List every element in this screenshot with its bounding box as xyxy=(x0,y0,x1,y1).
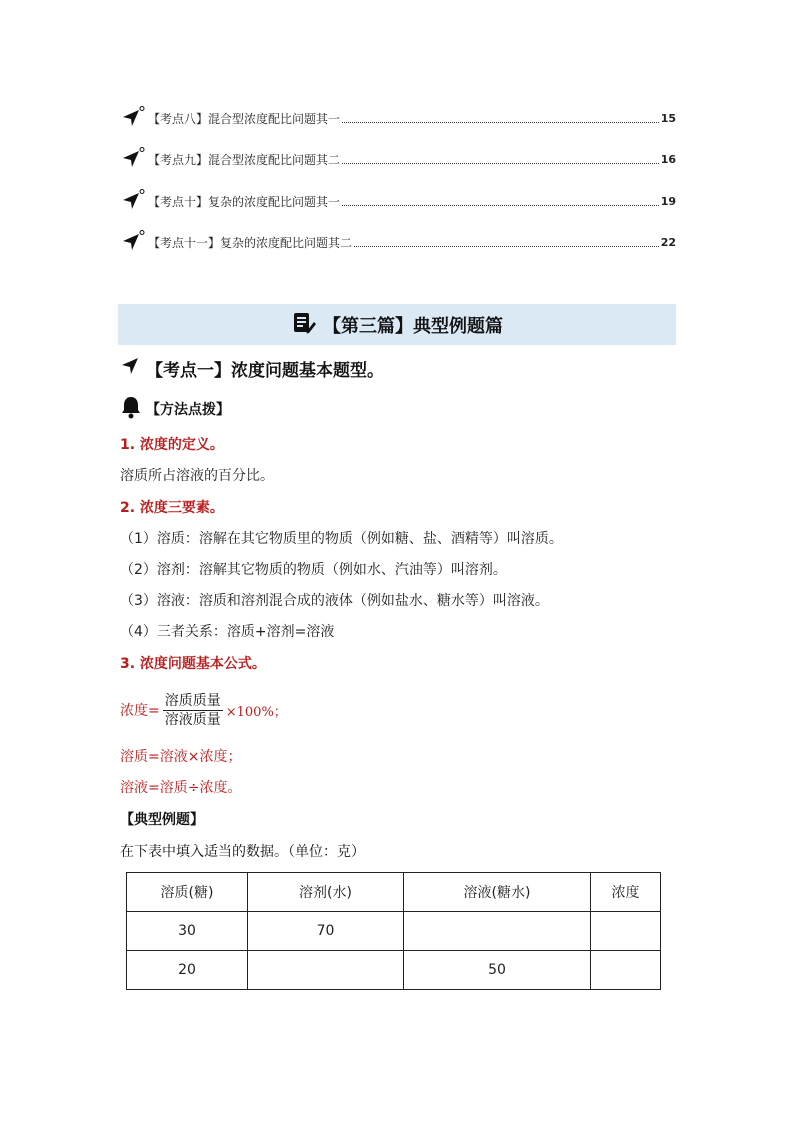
toc-leader-dots xyxy=(342,205,659,206)
toc-entry[interactable] xyxy=(120,229,676,255)
toc-page-number: 16 xyxy=(660,152,676,166)
toc-page-number: 15 xyxy=(660,111,676,125)
toc-leader-dots xyxy=(342,122,659,123)
formula-fraction xyxy=(163,692,223,729)
point-title: 【考点一】浓度问题基本题型。 xyxy=(146,360,384,381)
table-header-cell: 溶质(糖) xyxy=(127,873,248,912)
table-header-cell: 浓度 xyxy=(591,873,661,912)
section-title: 【第三篇】典型例题篇 xyxy=(323,315,503,337)
toc-entry[interactable] xyxy=(120,105,676,131)
table-header-row xyxy=(127,873,661,912)
table-cell: 70 xyxy=(248,912,404,951)
point-heading xyxy=(120,354,384,382)
toc-label: 【考点十】复杂的浓度配比问题其一 xyxy=(148,194,341,209)
table-cell: 50 xyxy=(404,951,591,990)
toc-label: 【考点十一】复杂的浓度配比问题其二 xyxy=(148,235,353,250)
subheading-three-elements: 2. 浓度三要素。 xyxy=(120,500,224,516)
subheading-definition: 1. 浓度的定义。 xyxy=(120,437,224,453)
toc-page-number: 22 xyxy=(660,235,676,249)
toc-label: 【考点九】混合型浓度配比问题其二 xyxy=(148,152,341,167)
method-title: 【方法点拨】 xyxy=(146,402,230,418)
navigation-arrow-icon xyxy=(120,146,146,172)
table-row xyxy=(127,912,661,951)
element-item-relation: （4）三者关系：溶质+溶剂=溶液 xyxy=(120,624,335,640)
element-item-solvent: （2）溶剂：溶解其它物质的物质（例如水、汽油等）叫溶剂。 xyxy=(120,562,507,578)
table-cell[interactable] xyxy=(591,912,661,951)
section-header-band xyxy=(118,304,676,345)
toc-leader-dots xyxy=(354,246,659,247)
element-item-solute: （1）溶质：溶解在其它物质里的物质（例如糖、盐、酒精等）叫溶质。 xyxy=(120,531,563,547)
concentration-table xyxy=(126,872,661,990)
formula-lhs: 浓度= xyxy=(120,703,160,719)
subheading-formula: 3. 浓度问题基本公式。 xyxy=(120,656,266,672)
table-header-cell: 溶液(糖水) xyxy=(404,873,591,912)
method-heading xyxy=(120,396,230,422)
table-cell[interactable] xyxy=(248,951,404,990)
definition-text: 溶质所占溶液的百分比。 xyxy=(120,468,274,484)
navigation-arrow-icon xyxy=(120,355,142,381)
element-item-solution: （3）溶液：溶质和溶剂混合成的液体（例如盐水、糖水等）叫溶液。 xyxy=(120,593,549,609)
formula-numerator: 溶质质量 xyxy=(164,692,221,709)
navigation-arrow-icon xyxy=(120,229,146,255)
table-cell[interactable] xyxy=(404,912,591,951)
bell-icon xyxy=(120,395,142,423)
navigation-arrow-icon xyxy=(120,105,146,131)
toc-label: 【考点八】混合型浓度配比问题其一 xyxy=(148,111,341,126)
concentration-formula xyxy=(120,690,287,730)
formula-solute: 溶质=溶液×浓度； xyxy=(120,749,242,765)
navigation-arrow-icon xyxy=(120,188,146,214)
formula-denominator: 溶液质量 xyxy=(164,711,221,728)
toc-leader-dots xyxy=(342,163,659,164)
table-row xyxy=(127,951,661,990)
table-cell[interactable] xyxy=(591,951,661,990)
example-text: 在下表中填入适当的数据。（单位：克） xyxy=(120,844,365,860)
formula-rhs: ×100%； xyxy=(225,704,287,720)
table-cell: 30 xyxy=(127,912,248,951)
table-cell: 20 xyxy=(127,951,248,990)
example-title: 【典型例题】 xyxy=(120,812,204,828)
toc-entry[interactable] xyxy=(120,188,676,214)
table-header-cell: 溶剂(水) xyxy=(248,873,404,912)
toc-entry[interactable] xyxy=(120,146,676,172)
toc-page-number: 19 xyxy=(660,194,676,208)
notepad-icon xyxy=(291,310,317,340)
formula-solution: 溶液=溶质÷浓度。 xyxy=(120,780,242,796)
